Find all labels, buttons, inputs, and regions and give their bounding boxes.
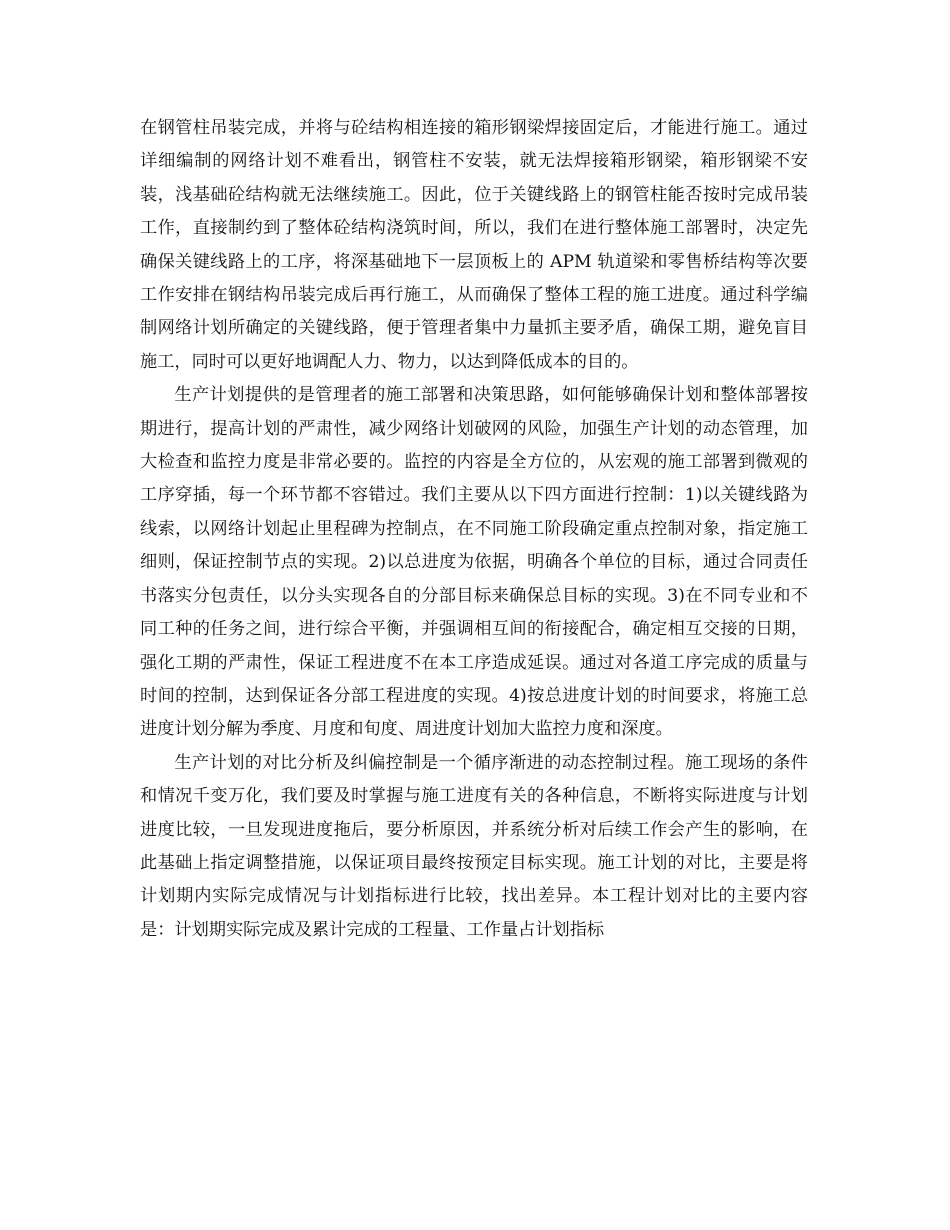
paragraph-critical-path: 在钢管柱吊装完成，并将与砼结构相连接的箱形钢梁焊接固定后，才能进行施工。通过详细编制的网络计划不难看出，钢管柱不安装，就无法焊接箱形钢梁，箱形钢梁不安装，浅基础砼结构就无法继续施工。因此，位于关键线路上的钢管柱能否按时完成吊装工作，直接制约到了整体砼结构浇筑时间，所以，我们在进行整体施工部署时，决定先确保关键线路上的工序，将深基础地下一层顶板上的 APM 轨道梁和零售桥结构等次要工作安排在钢结构吊装完成后再行施工，从而确保了整体工程的施工进度。通过科学编制网络计划所确定的关键线路，便于管理者集中力量抓主要矛盾，确保工期，避免盲目施工，同时可以更好地调配人力、物力，以达到降低成本的目的。	[140, 118, 808, 372]
document-page	[140, 112, 808, 947]
paragraph-plan-monitoring: 生产计划提供的是管理者的施工部署和决策思路，如何能够确保计划和整体部署按期进行，提高计划的严肃性，减少网络计划破网的风险，加强生产计划的动态管理，加大检查和监控力度是非常必要的。监控的内容是全方位的，从宏观的施工部署到微观的工序穿插，每一个环节都不容错过。我们主要从以下四方面进行控制：1)以关键线路为线索，以网络计划起止里程碑为控制点，在不同施工阶段确定重点控制对象，指定施工细则，保证控制节点的实现。2)以总进度为依据，明确各个单位的目标，通过合同责任书落实分包责任，以分头实现各自的分部目标来确保总目标的实现。3)在不同专业和不同工种的任务之间，进行综合平衡，并强调相互间的衔接配合，确定相互交接的日期，强化工期的严肃性，保证工程进度不在本工序造成延误。通过对各道工序完成的质量与时间的控制，达到保证各分部工程进度的实现。4)按总进度计划的时间要求，将施工总进度计划分解为季度、月度和旬度、周进度计划加大监控力度和深度。	[140, 385, 808, 740]
paragraph-plan-comparison: 生产计划的对比分析及纠偏控制是一个循序渐进的动态控制过程。施工现场的条件和情况千变万化，我们要及时掌握与施工进度有关的各种信息，不断将实际进度与计划进度比较，一旦发现进度拖后，要分析原因，并系统分析对后续工作会产生的影响，在此基础上指定调整措施，以保证项目最终按预定目标实现。施工计划的对比，主要是将计划期内实际完成情况与计划指标进行比较，找出差异。本工程计划对比的主要内容是：计划期实际完成及累计完成的工程量、工作量占计划指标	[140, 752, 808, 940]
